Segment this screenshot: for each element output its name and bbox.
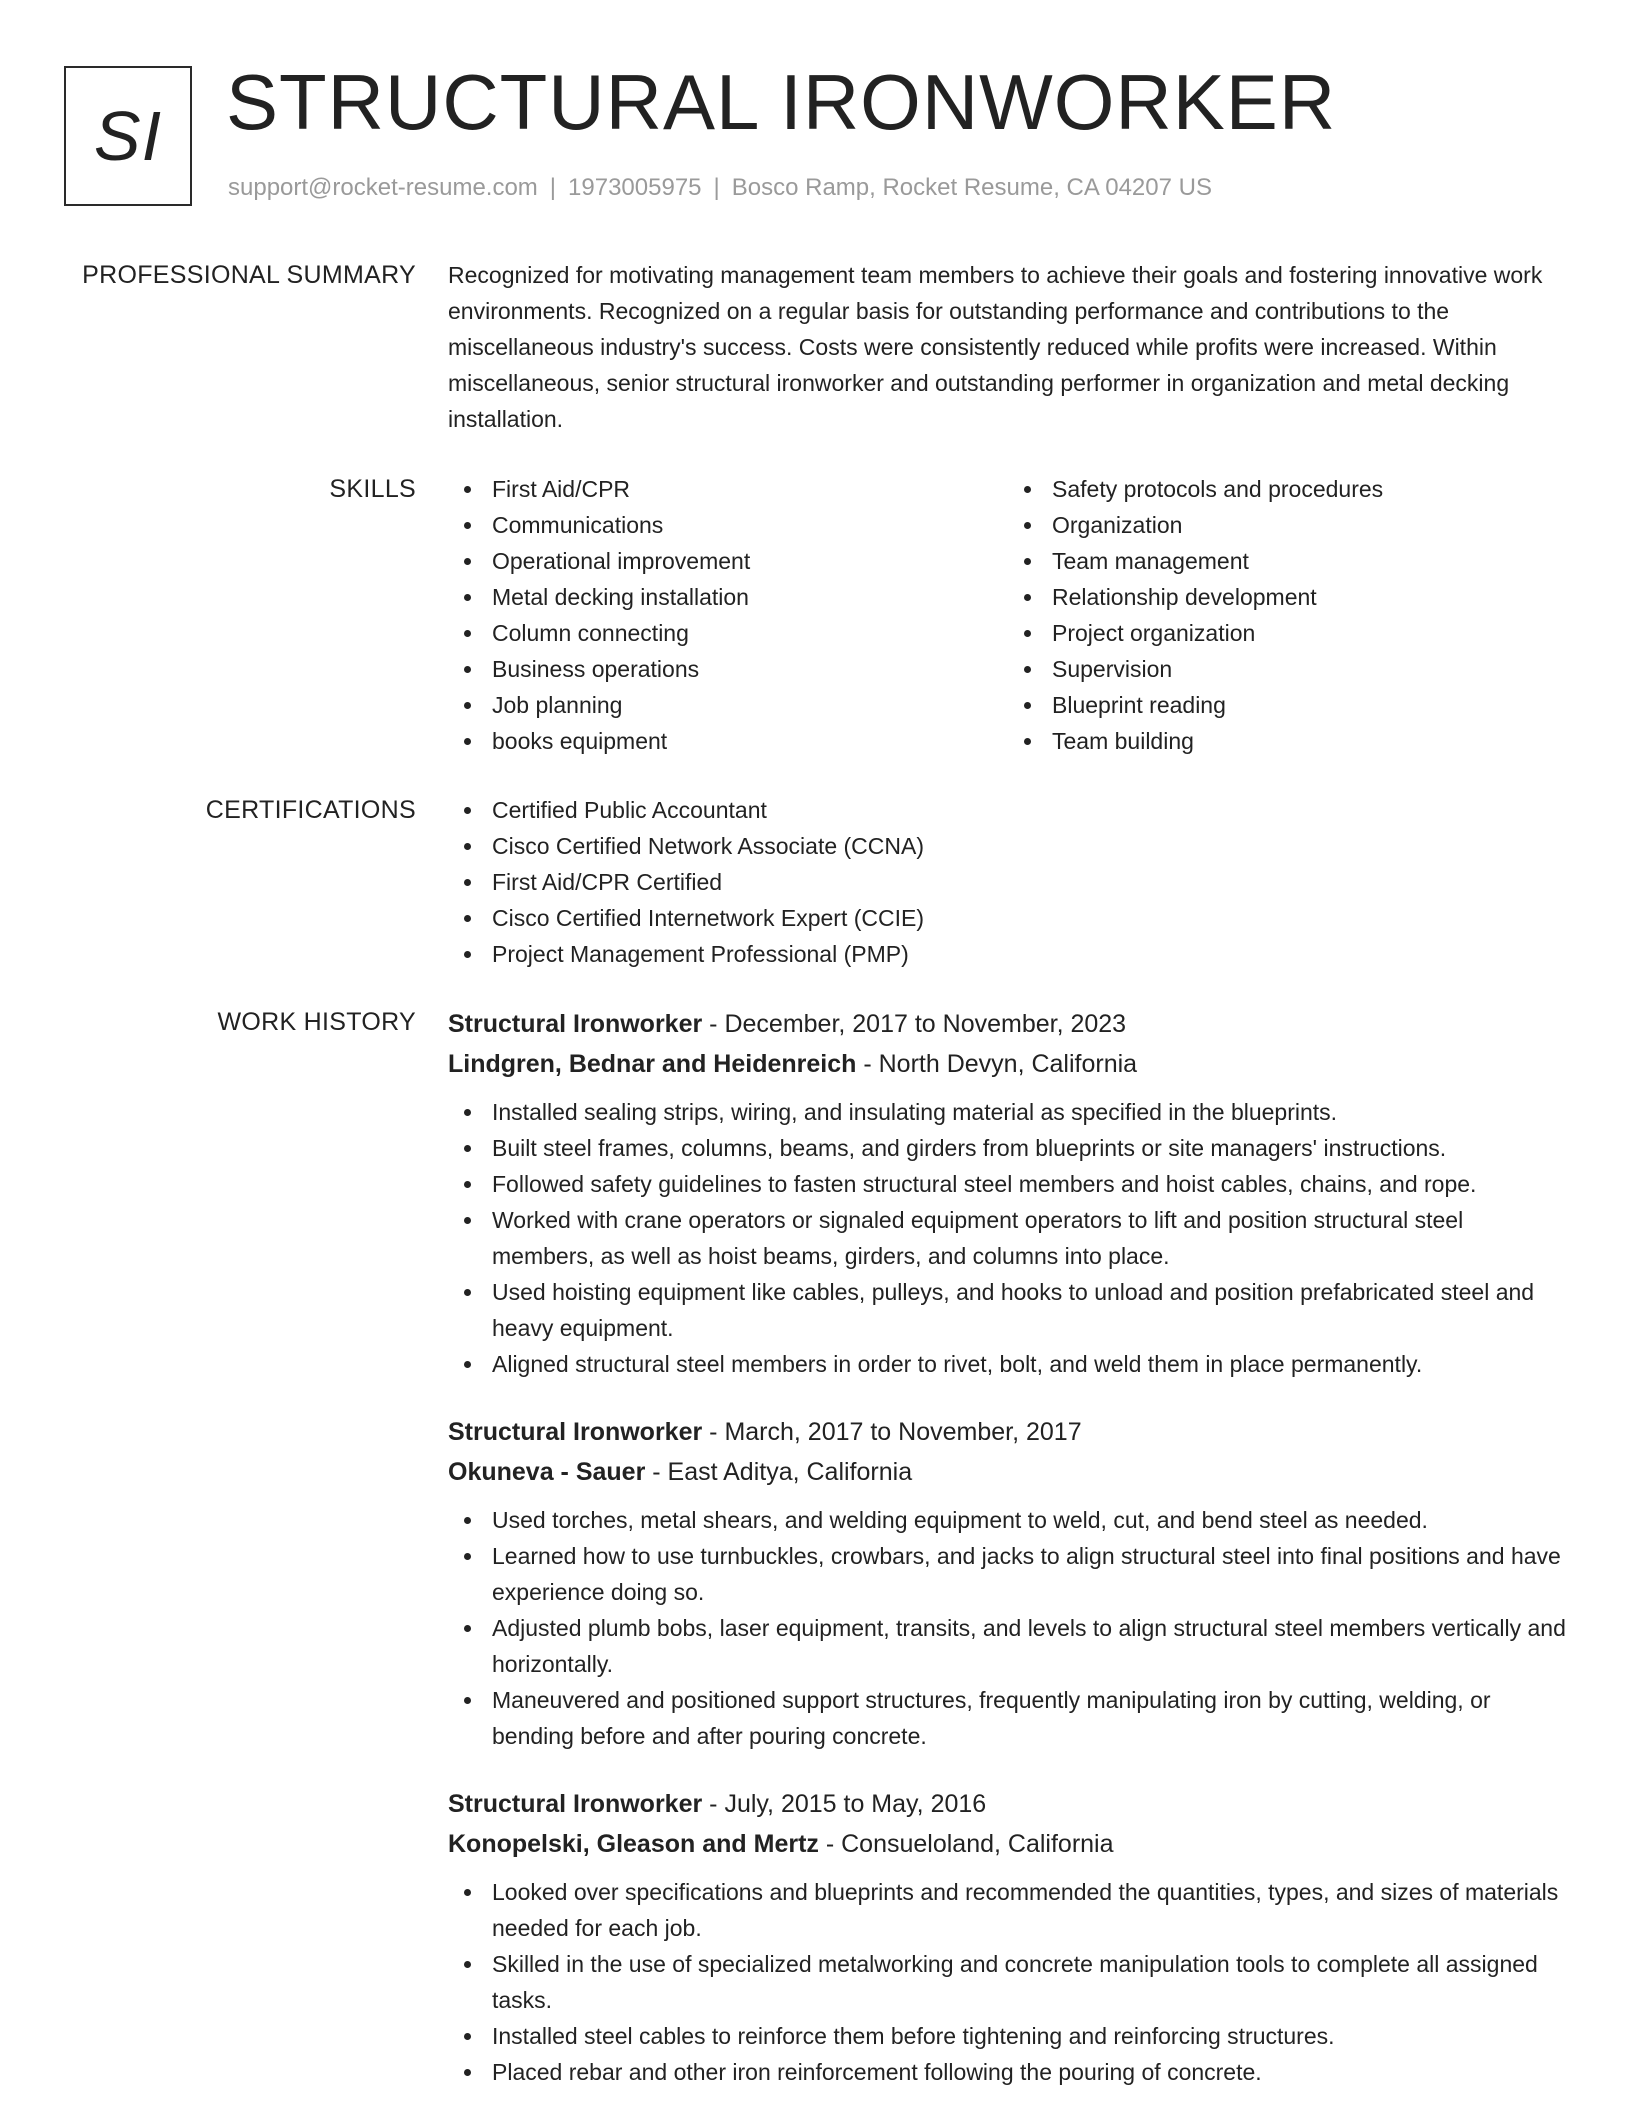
- monogram-logo: [64, 66, 192, 206]
- job-duty: Built steel frames, columns, beams, and girders from blueprints or site managers' instructions.: [492, 1130, 1568, 1166]
- skill-item: Business operations: [492, 651, 1008, 687]
- job-duty: Adjusted plumb bobs, laser equipment, transits, and levels to align structural steel members vertically and horizontally.: [492, 1610, 1568, 1682]
- certifications-list: [448, 792, 1568, 972]
- job-company: Lindgren, Bednar and Heidenreich: [448, 1050, 857, 1078]
- skill-item: Team building: [1052, 723, 1568, 759]
- skill-item: Metal decking installation: [492, 579, 1008, 615]
- skill-item: First Aid/CPR: [492, 471, 1008, 507]
- job-duty: Used torches, metal shears, and welding equipment to weld, cut, and bend steel as needed.: [492, 1502, 1568, 1538]
- skill-item: Operational improvement: [492, 543, 1008, 579]
- skills-heading: SKILLS: [329, 475, 416, 503]
- resume-title: STRUCTURAL IRONWORKER: [226, 58, 1337, 146]
- job-duty: Aligned structural steel members in order to rivet, bolt, and weld them in place permanently.: [492, 1346, 1568, 1382]
- job-duty: Maneuvered and positioned support structures, frequently manipulating iron by cutting, welding, or bending before and after pouring concrete.: [492, 1682, 1568, 1754]
- job-location: - North Devyn, California: [856, 1050, 1138, 1078]
- contact-phone[interactable]: 1973005975: [568, 174, 702, 201]
- contact-separator: |: [713, 174, 720, 201]
- summary-body: [448, 257, 1568, 437]
- job-duties-list: [448, 1502, 1568, 1754]
- certification-item: Cisco Certified Network Associate (CCNA): [492, 828, 1568, 864]
- job-entry: [448, 1784, 1568, 2090]
- skills-list-left: [448, 471, 1008, 759]
- skill-item: Supervision: [1052, 651, 1568, 687]
- certifications-heading: CERTIFICATIONS: [205, 796, 416, 824]
- certification-item: First Aid/CPR Certified: [492, 864, 1568, 900]
- work-history-heading: WORK HISTORY: [217, 1008, 416, 1036]
- job-company: Konopelski, Gleason and Mertz: [448, 1830, 819, 1858]
- job-company: Okuneva - Sauer: [448, 1458, 646, 1486]
- certification-item: Cisco Certified Internetwork Expert (CCIE): [492, 900, 1568, 936]
- job-duty: Followed safety guidelines to fasten structural steel members and hoist cables, chains, and rope.: [492, 1166, 1568, 1202]
- skill-item: books equipment: [492, 723, 1008, 759]
- skill-item: Column connecting: [492, 615, 1008, 651]
- job-duty: Skilled in the use of specialized metalworking and concrete manipulation tools to complete all assigned tasks.: [492, 1946, 1568, 2018]
- skill-item: Communications: [492, 507, 1008, 543]
- contact-email[interactable]: support@rocket-resume.com: [228, 174, 538, 201]
- job-duty: Installed steel cables to reinforce them before tightening and reinforcing structures.: [492, 2018, 1568, 2054]
- skill-item: Relationship development: [1052, 579, 1568, 615]
- contact-separator: |: [549, 174, 557, 201]
- job-duty: Worked with crane operators or signaled equipment operators to lift and position structural steel members, as well as hoist beams, girders, and columns into place.: [492, 1202, 1568, 1274]
- job-title-line: [448, 1784, 1568, 1824]
- job-dates: - March, 2017 to November, 2017: [702, 1418, 1082, 1446]
- job-title: Structural Ironworker: [448, 1418, 703, 1446]
- job-duties-list: [448, 1874, 1568, 2090]
- job-duty: Used hoisting equipment like cables, pulleys, and hooks to unload and position prefabricated steel and heavy equipment.: [492, 1274, 1568, 1346]
- job-duty: Placed rebar and other iron reinforcement following the pouring of concrete.: [492, 2054, 1568, 2090]
- job-dates: - December, 2017 to November, 2023: [702, 1010, 1127, 1038]
- skills-body: [448, 471, 1568, 759]
- work-history-body: [448, 1004, 1568, 2120]
- job-location: - East Aditya, California: [645, 1458, 913, 1486]
- job-company-line: [448, 1044, 1568, 1084]
- skill-item: Blueprint reading: [1052, 687, 1568, 723]
- job-duty: Installed sealing strips, wiring, and insulating material as specified in the blueprints.: [492, 1094, 1568, 1130]
- job-duties-list: [448, 1094, 1568, 1382]
- skills-list-right: [1008, 471, 1568, 759]
- job-location: - Consueloland, California: [818, 1830, 1114, 1858]
- job-entry: [448, 1412, 1568, 1754]
- job-title: Structural Ironworker: [448, 1790, 703, 1818]
- job-entry: [448, 1004, 1568, 1382]
- monogram-initials: SI: [93, 97, 163, 175]
- job-company-line: [448, 1452, 1568, 1492]
- contact-address: Bosco Ramp, Rocket Resume, CA 04207 US: [731, 174, 1212, 201]
- skill-item: Job planning: [492, 687, 1008, 723]
- job-title: Structural Ironworker: [448, 1010, 703, 1038]
- job-duty: Learned how to use turnbuckles, crowbars, and jacks to align structural steel into final positions and have experience doing so.: [492, 1538, 1568, 1610]
- job-company-line: [448, 1824, 1568, 1864]
- contact-line: [228, 174, 1212, 202]
- certification-item: Certified Public Accountant: [492, 792, 1568, 828]
- job-title-line: [448, 1412, 1568, 1452]
- job-dates: - July, 2015 to May, 2016: [702, 1790, 987, 1818]
- certifications-body: [448, 792, 1568, 972]
- skill-item: Project organization: [1052, 615, 1568, 651]
- certification-item: Project Management Professional (PMP): [492, 936, 1568, 972]
- summary-heading: PROFESSIONAL SUMMARY: [82, 261, 416, 289]
- job-duty: Looked over specifications and blueprints and recommended the quantities, types, and sizes of materials needed for each job.: [492, 1874, 1568, 1946]
- skill-item: Safety protocols and procedures: [1052, 471, 1568, 507]
- job-title-line: [448, 1004, 1568, 1044]
- summary-text: Recognized for motivating management team members to achieve their goals and fostering innovative work environments. Recognized on a regular basis for outstanding performance and contributions to the miscellaneous industry's success. Costs were consistently reduced while profits were increased. Within miscellaneous, senior structural ironworker and outstanding performer in organization and metal decking installation.: [448, 262, 1543, 432]
- skill-item: Team management: [1052, 543, 1568, 579]
- skill-item: Organization: [1052, 507, 1568, 543]
